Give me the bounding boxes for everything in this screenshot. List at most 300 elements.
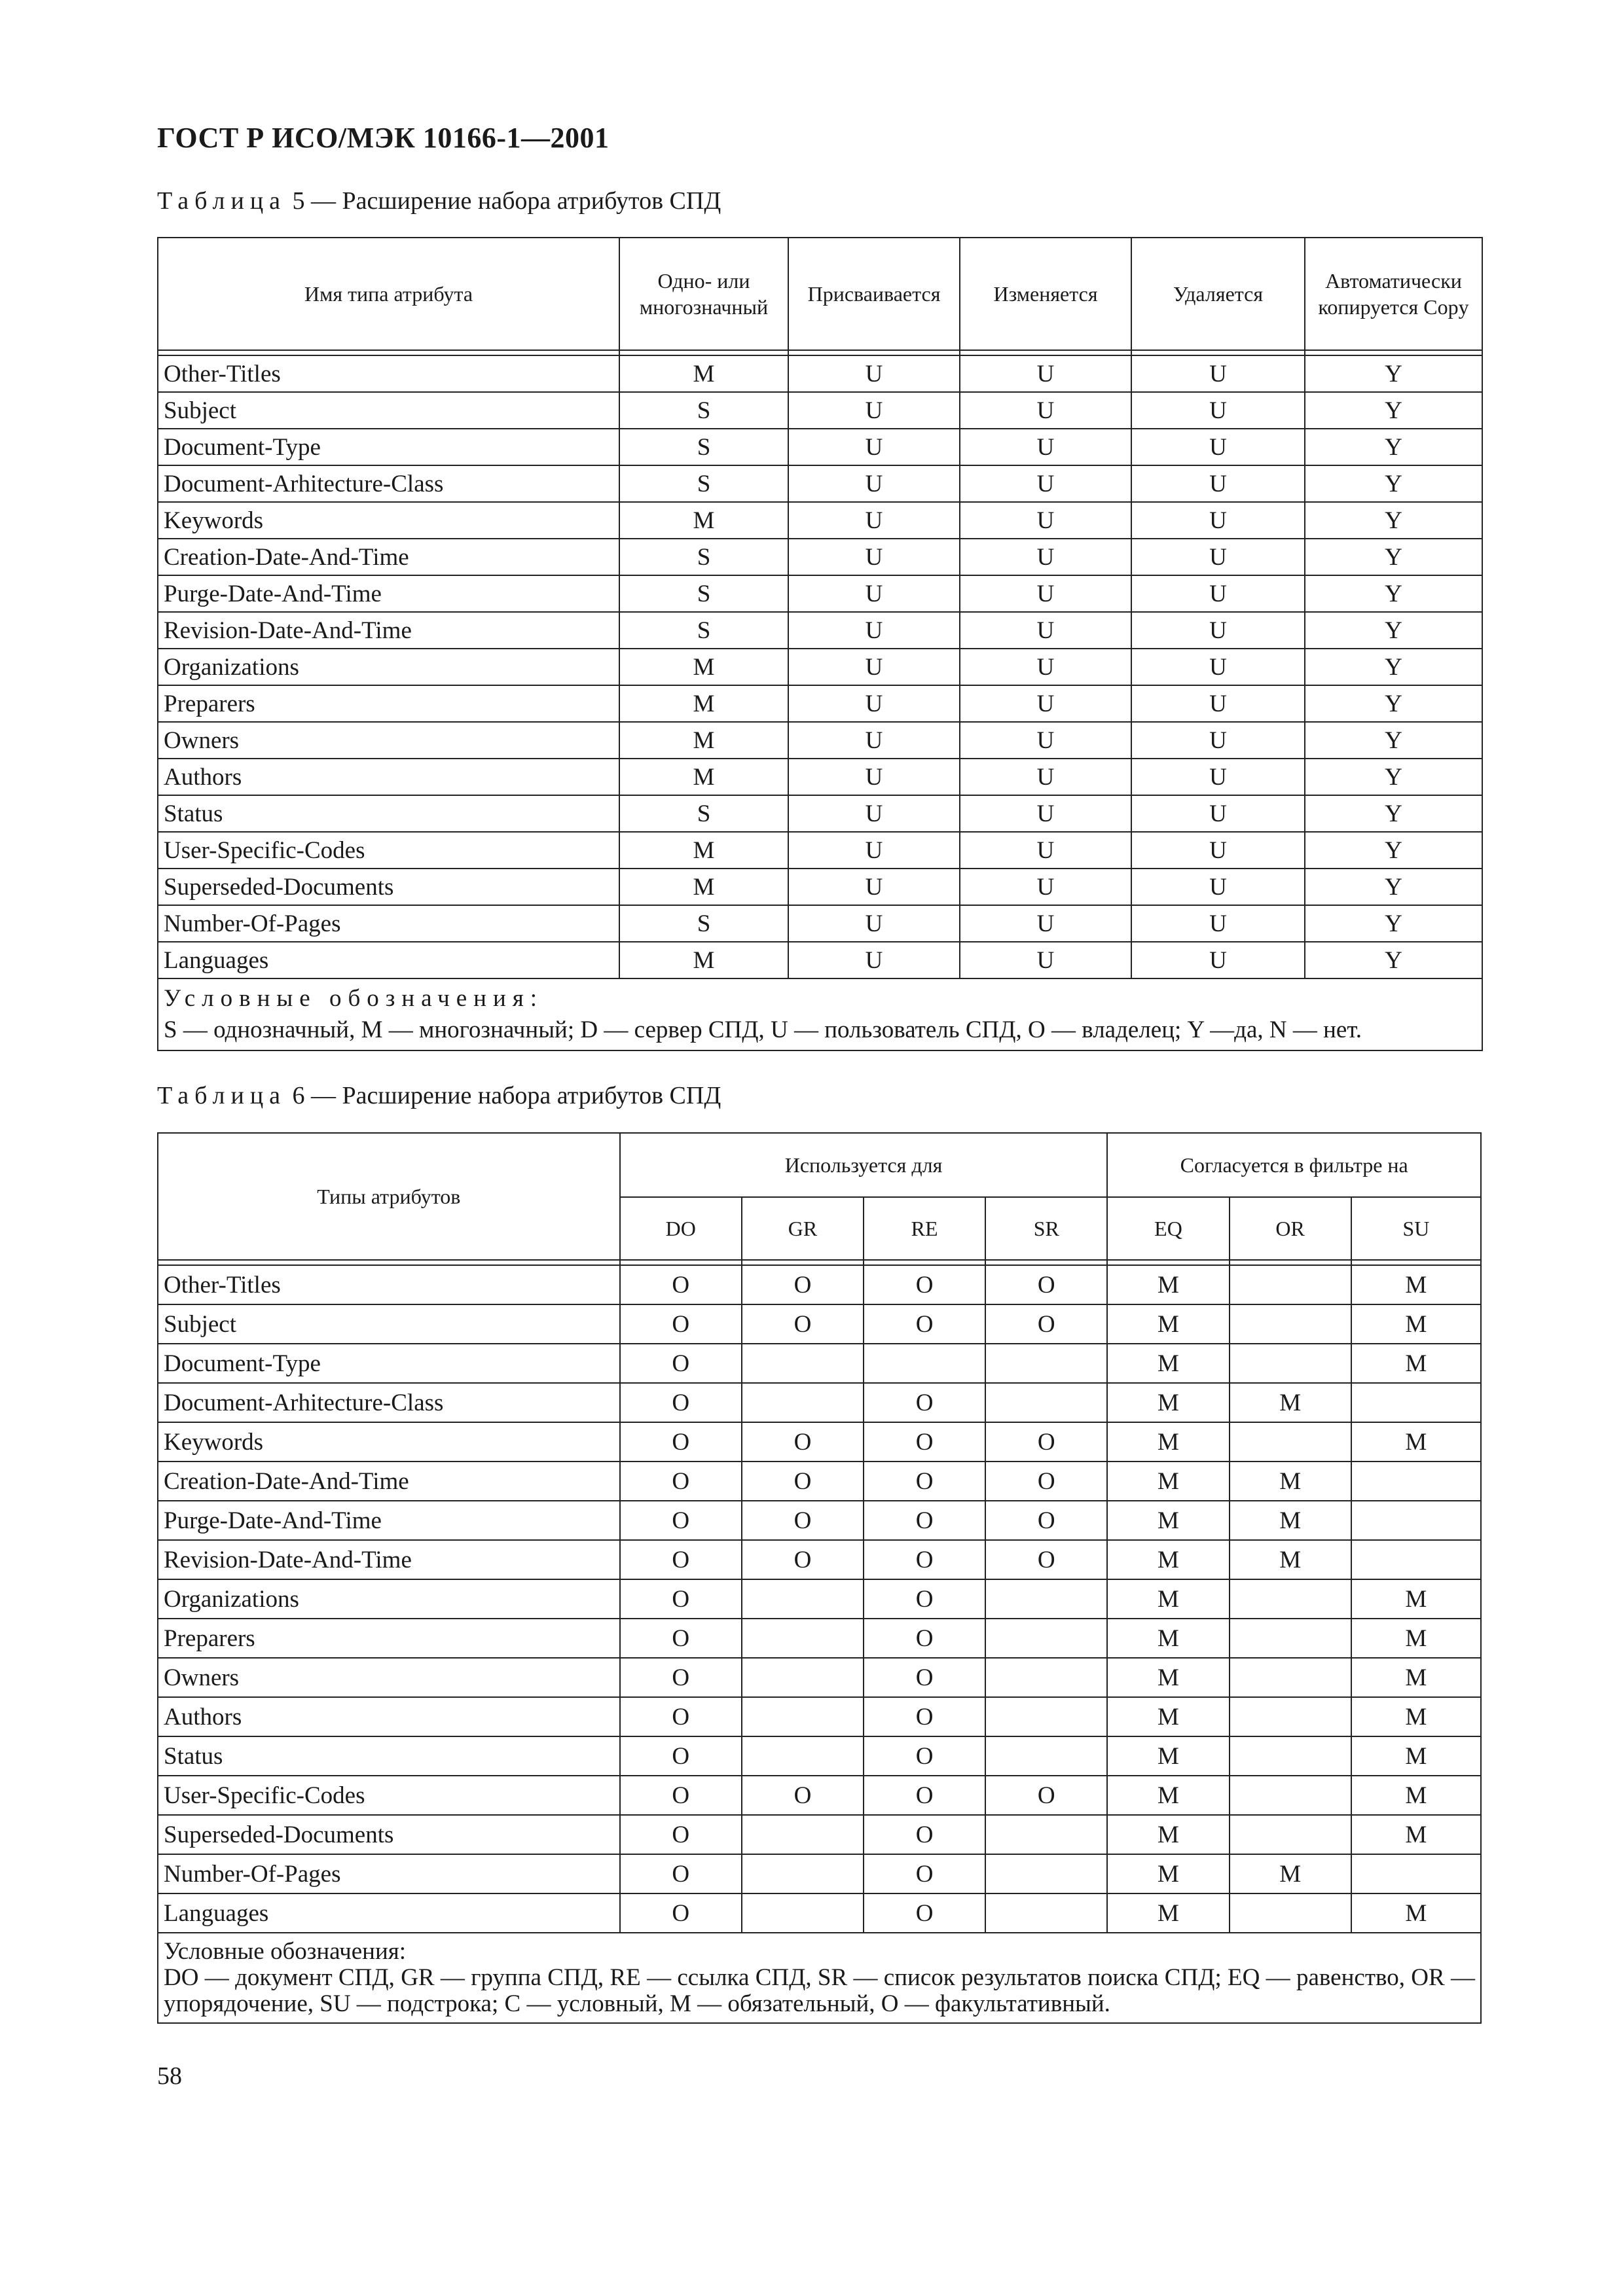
value-cell: U: [1131, 465, 1305, 502]
value-cell: O: [742, 1462, 864, 1501]
attribute-name-cell: Number-Of-Pages: [158, 1854, 620, 1893]
table-row: [158, 905, 1482, 942]
value-cell: U: [1131, 759, 1305, 795]
value-cell: O: [620, 1501, 742, 1540]
value-cell: S: [619, 575, 788, 612]
value-cell: Y: [1305, 575, 1482, 612]
value-cell: M: [1351, 1619, 1481, 1658]
value-cell: O: [864, 1265, 985, 1304]
value-cell: [1230, 1736, 1351, 1776]
page-number: 58: [157, 2062, 182, 2090]
table5-legend: [158, 978, 1482, 1050]
value-cell: Y: [1305, 722, 1482, 759]
table-row: [158, 685, 1482, 722]
value-cell: [985, 1344, 1107, 1383]
value-cell: O: [985, 1422, 1107, 1462]
value-cell: O: [985, 1462, 1107, 1501]
value-cell: O: [985, 1304, 1107, 1344]
table-row: [158, 429, 1482, 465]
value-cell: U: [1131, 539, 1305, 575]
value-cell: O: [620, 1893, 742, 1933]
table-row: [158, 649, 1482, 685]
attribute-name-cell: Authors: [158, 1697, 620, 1736]
attribute-name-cell: Owners: [158, 1658, 620, 1697]
value-cell: M: [1107, 1815, 1229, 1854]
value-cell: O: [742, 1540, 864, 1579]
value-cell: U: [788, 355, 960, 392]
attribute-name-cell: Organizations: [158, 1579, 620, 1619]
value-cell: O: [620, 1736, 742, 1776]
value-cell: [985, 1893, 1107, 1933]
value-cell: U: [1131, 795, 1305, 832]
value-cell: O: [620, 1383, 742, 1422]
attribute-name-cell: Keywords: [158, 502, 619, 539]
value-cell: M: [1107, 1540, 1229, 1579]
value-cell: U: [788, 905, 960, 942]
table6-col-types: Типы атрибутов: [158, 1133, 620, 1260]
table5-legend-text: S — однозначный, M — многозначный; D — сервер СПД, U — пользователь СПД, O — владелец; Y —да, N — нет.: [164, 1016, 1362, 1043]
value-cell: M: [1107, 1344, 1229, 1383]
table6-legend-text: DO — документ СПД, GR — группа СПД, RE — ссылка СПД, SR — список результатов поиска СПД; EQ — равенство, OR — упорядочение, SU — подстрока; C — условный, M — обязательный, O — факультативный.: [164, 1964, 1475, 2017]
value-cell: U: [960, 722, 1131, 759]
value-cell: [1230, 1619, 1351, 1658]
value-cell: U: [788, 942, 960, 978]
value-cell: M: [1230, 1540, 1351, 1579]
table-row: [158, 722, 1482, 759]
value-cell: [1351, 1540, 1481, 1579]
value-cell: U: [960, 429, 1131, 465]
value-cell: U: [960, 392, 1131, 429]
value-cell: U: [960, 759, 1131, 795]
value-cell: M: [1351, 1304, 1481, 1344]
table6-legend: [158, 1933, 1481, 2023]
table5-caption-word: Таблица: [157, 187, 287, 215]
value-cell: U: [960, 502, 1131, 539]
value-cell: [1230, 1579, 1351, 1619]
table-row: [158, 759, 1482, 795]
attribute-name-cell: Document-Type: [158, 429, 619, 465]
value-cell: O: [620, 1462, 742, 1501]
table6-caption-word: Таблица: [157, 1082, 287, 1109]
value-cell: [1230, 1815, 1351, 1854]
value-cell: U: [1131, 355, 1305, 392]
value-cell: U: [1131, 429, 1305, 465]
value-cell: Y: [1305, 429, 1482, 465]
value-cell: U: [960, 685, 1131, 722]
value-cell: Y: [1305, 502, 1482, 539]
value-cell: U: [788, 429, 960, 465]
attribute-name-cell: User-Specific-Codes: [158, 832, 619, 869]
value-cell: O: [620, 1854, 742, 1893]
table-row: [158, 832, 1482, 869]
table5-col-header: Имя типа атрибута: [158, 238, 619, 350]
value-cell: O: [864, 1736, 985, 1776]
table-row: [158, 1697, 1481, 1736]
value-cell: O: [985, 1265, 1107, 1304]
attribute-name-cell: Languages: [158, 942, 619, 978]
value-cell: U: [788, 869, 960, 905]
value-cell: U: [788, 502, 960, 539]
table-row: [158, 355, 1482, 392]
value-cell: O: [864, 1304, 985, 1344]
value-cell: O: [620, 1304, 742, 1344]
table-row: [158, 942, 1482, 978]
value-cell: O: [742, 1265, 864, 1304]
value-cell: U: [960, 942, 1131, 978]
attribute-name-cell: Revision-Date-And-Time: [158, 612, 619, 649]
value-cell: U: [788, 795, 960, 832]
attribute-name-cell: User-Specific-Codes: [158, 1776, 620, 1815]
value-cell: M: [1351, 1579, 1481, 1619]
value-cell: U: [960, 465, 1131, 502]
value-cell: [1230, 1344, 1351, 1383]
value-cell: [985, 1658, 1107, 1697]
value-cell: Y: [1305, 392, 1482, 429]
attribute-name-cell: Subject: [158, 392, 619, 429]
value-cell: U: [1131, 722, 1305, 759]
value-cell: [1230, 1776, 1351, 1815]
value-cell: S: [619, 465, 788, 502]
value-cell: O: [620, 1422, 742, 1462]
value-cell: U: [960, 832, 1131, 869]
value-cell: Y: [1305, 869, 1482, 905]
table-row: [158, 869, 1482, 905]
attribute-name-cell: Purge-Date-And-Time: [158, 1501, 620, 1540]
value-cell: M: [1107, 1697, 1229, 1736]
value-cell: O: [742, 1776, 864, 1815]
value-cell: S: [619, 539, 788, 575]
value-cell: [742, 1893, 864, 1933]
value-cell: S: [619, 429, 788, 465]
value-cell: O: [985, 1501, 1107, 1540]
table5-legend-row: [158, 978, 1482, 1050]
value-cell: Y: [1305, 905, 1482, 942]
value-cell: U: [1131, 649, 1305, 685]
value-cell: [1230, 1265, 1351, 1304]
value-cell: M: [1107, 1501, 1229, 1540]
value-cell: [1351, 1501, 1481, 1540]
value-cell: U: [960, 539, 1131, 575]
value-cell: Y: [1305, 685, 1482, 722]
attribute-name-cell: Number-Of-Pages: [158, 905, 619, 942]
table-row: [158, 1501, 1481, 1540]
value-cell: M: [1107, 1462, 1229, 1501]
value-cell: O: [864, 1501, 985, 1540]
value-cell: O: [864, 1579, 985, 1619]
table-row: [158, 575, 1482, 612]
attribute-name-cell: Other-Titles: [158, 1265, 620, 1304]
value-cell: O: [620, 1344, 742, 1383]
value-cell: M: [1351, 1815, 1481, 1854]
table5: [157, 237, 1483, 1051]
value-cell: M: [1351, 1736, 1481, 1776]
table5-col-header: Удаляется: [1131, 238, 1305, 350]
value-cell: O: [864, 1893, 985, 1933]
table6-caption: [157, 1081, 721, 1110]
value-cell: O: [864, 1697, 985, 1736]
value-cell: U: [960, 355, 1131, 392]
table6-legend-row: [158, 1933, 1481, 2023]
value-cell: M: [619, 355, 788, 392]
value-cell: U: [788, 539, 960, 575]
value-cell: U: [1131, 392, 1305, 429]
table6-subcol: SR: [985, 1197, 1107, 1260]
value-cell: Y: [1305, 942, 1482, 978]
attribute-name-cell: Preparers: [158, 1619, 620, 1658]
table6-header-divider: [158, 1260, 1481, 1265]
table-row: [158, 1579, 1481, 1619]
value-cell: U: [1131, 575, 1305, 612]
table5-caption-text: 5 — Расширение набора атрибутов СПД: [286, 187, 721, 215]
table-row: [158, 539, 1482, 575]
value-cell: S: [619, 612, 788, 649]
table-row: [158, 1422, 1481, 1462]
value-cell: U: [960, 905, 1131, 942]
value-cell: M: [1351, 1776, 1481, 1815]
table6-group-used: Используется для: [620, 1133, 1108, 1197]
value-cell: M: [1107, 1304, 1229, 1344]
table-row: [158, 1815, 1481, 1854]
value-cell: [742, 1697, 864, 1736]
value-cell: [742, 1619, 864, 1658]
table6-caption-text: 6 — Расширение набора атрибутов СПД: [286, 1082, 721, 1109]
table5-col-header: Автоматически копируется Copy: [1305, 238, 1482, 350]
value-cell: [1230, 1893, 1351, 1933]
value-cell: M: [1351, 1422, 1481, 1462]
value-cell: O: [864, 1854, 985, 1893]
table-row: [158, 1540, 1481, 1579]
value-cell: U: [1131, 905, 1305, 942]
table-row: [158, 1658, 1481, 1697]
value-cell: M: [1351, 1697, 1481, 1736]
value-cell: U: [960, 575, 1131, 612]
value-cell: U: [960, 869, 1131, 905]
value-cell: Y: [1305, 832, 1482, 869]
attribute-name-cell: Status: [158, 795, 619, 832]
value-cell: Y: [1305, 355, 1482, 392]
value-cell: U: [960, 795, 1131, 832]
value-cell: [1351, 1383, 1481, 1422]
value-cell: O: [864, 1383, 985, 1422]
attribute-name-cell: Owners: [158, 722, 619, 759]
value-cell: U: [1131, 832, 1305, 869]
value-cell: O: [620, 1265, 742, 1304]
value-cell: O: [742, 1501, 864, 1540]
value-cell: O: [742, 1422, 864, 1462]
table5-header-divider: [158, 350, 1482, 355]
value-cell: [742, 1658, 864, 1697]
attribute-name-cell: Other-Titles: [158, 355, 619, 392]
value-cell: Y: [1305, 759, 1482, 795]
table5-legend-title: Условные обозначения:: [164, 985, 544, 1012]
attribute-name-cell: Languages: [158, 1893, 620, 1933]
table-row: [158, 1776, 1481, 1815]
value-cell: U: [788, 465, 960, 502]
value-cell: M: [1107, 1776, 1229, 1815]
value-cell: O: [864, 1619, 985, 1658]
value-cell: M: [619, 649, 788, 685]
table6-header-row-1: [158, 1133, 1481, 1197]
attribute-name-cell: Superseded-Documents: [158, 869, 619, 905]
attribute-name-cell: Document-Type: [158, 1344, 620, 1383]
value-cell: U: [788, 392, 960, 429]
attribute-name-cell: Revision-Date-And-Time: [158, 1540, 620, 1579]
value-cell: O: [864, 1658, 985, 1697]
value-cell: [985, 1579, 1107, 1619]
value-cell: [985, 1619, 1107, 1658]
value-cell: M: [1107, 1619, 1229, 1658]
attribute-name-cell: Authors: [158, 759, 619, 795]
value-cell: M: [619, 722, 788, 759]
value-cell: O: [620, 1540, 742, 1579]
attribute-name-cell: Keywords: [158, 1422, 620, 1462]
table6-subcol: RE: [864, 1197, 985, 1260]
value-cell: O: [620, 1658, 742, 1697]
value-cell: M: [619, 685, 788, 722]
value-cell: M: [1351, 1344, 1481, 1383]
value-cell: [742, 1736, 864, 1776]
value-cell: [864, 1344, 985, 1383]
value-cell: O: [620, 1579, 742, 1619]
value-cell: [1230, 1697, 1351, 1736]
value-cell: [985, 1854, 1107, 1893]
table6-subcol: GR: [742, 1197, 864, 1260]
value-cell: U: [788, 685, 960, 722]
table-row: [158, 465, 1482, 502]
value-cell: Y: [1305, 465, 1482, 502]
value-cell: M: [1230, 1383, 1351, 1422]
value-cell: M: [1107, 1658, 1229, 1697]
attribute-name-cell: Subject: [158, 1304, 620, 1344]
table6-body: [158, 1265, 1481, 1933]
table-row: [158, 502, 1482, 539]
value-cell: U: [788, 649, 960, 685]
table-row: [158, 1736, 1481, 1776]
value-cell: Y: [1305, 649, 1482, 685]
table5-col-header: Присваивается: [788, 238, 960, 350]
value-cell: [985, 1697, 1107, 1736]
value-cell: [742, 1579, 864, 1619]
value-cell: U: [788, 759, 960, 795]
value-cell: M: [1107, 1383, 1229, 1422]
table5-col-header: Изменяется: [960, 238, 1131, 350]
table-row: [158, 1893, 1481, 1933]
table-row: [158, 1619, 1481, 1658]
value-cell: U: [960, 649, 1131, 685]
value-cell: M: [619, 869, 788, 905]
table5-caption: [157, 187, 721, 215]
table6-subcol: OR: [1230, 1197, 1351, 1260]
table-row: [158, 1854, 1481, 1893]
value-cell: [1230, 1658, 1351, 1697]
value-cell: [742, 1344, 864, 1383]
value-cell: [742, 1383, 864, 1422]
value-cell: [1351, 1854, 1481, 1893]
value-cell: [985, 1815, 1107, 1854]
value-cell: S: [619, 392, 788, 429]
value-cell: M: [619, 832, 788, 869]
value-cell: O: [985, 1776, 1107, 1815]
value-cell: M: [1351, 1893, 1481, 1933]
value-cell: [985, 1383, 1107, 1422]
attribute-name-cell: Creation-Date-And-Time: [158, 1462, 620, 1501]
document-header: ГОСТ Р ИСО/МЭК 10166-1—2001: [157, 122, 610, 154]
table-row: [158, 1462, 1481, 1501]
attribute-name-cell: Document-Arhitecture-Class: [158, 1383, 620, 1422]
value-cell: M: [1230, 1854, 1351, 1893]
table-row: [158, 1344, 1481, 1383]
value-cell: M: [1107, 1422, 1229, 1462]
attribute-name-cell: Preparers: [158, 685, 619, 722]
value-cell: S: [619, 795, 788, 832]
table5-body: [158, 355, 1482, 978]
value-cell: M: [1351, 1265, 1481, 1304]
value-cell: O: [864, 1815, 985, 1854]
table6-subcol: SU: [1351, 1197, 1481, 1260]
table-row: [158, 1265, 1481, 1304]
table-row: [158, 1383, 1481, 1422]
value-cell: Y: [1305, 795, 1482, 832]
value-cell: U: [1131, 612, 1305, 649]
table6-subcol: DO: [620, 1197, 742, 1260]
attribute-name-cell: Document-Arhitecture-Class: [158, 465, 619, 502]
value-cell: M: [619, 502, 788, 539]
value-cell: O: [864, 1540, 985, 1579]
attribute-name-cell: Organizations: [158, 649, 619, 685]
table-row: [158, 612, 1482, 649]
value-cell: O: [864, 1462, 985, 1501]
value-cell: O: [620, 1815, 742, 1854]
value-cell: M: [1351, 1658, 1481, 1697]
value-cell: M: [619, 759, 788, 795]
value-cell: M: [1230, 1462, 1351, 1501]
value-cell: U: [788, 612, 960, 649]
value-cell: [1351, 1462, 1481, 1501]
value-cell: [1230, 1422, 1351, 1462]
value-cell: O: [742, 1304, 864, 1344]
value-cell: U: [788, 722, 960, 759]
value-cell: O: [864, 1776, 985, 1815]
value-cell: U: [788, 575, 960, 612]
value-cell: [742, 1815, 864, 1854]
table5-header-row: [158, 238, 1482, 350]
value-cell: U: [788, 832, 960, 869]
value-cell: M: [1107, 1736, 1229, 1776]
table6: [157, 1132, 1482, 2024]
value-cell: U: [960, 612, 1131, 649]
value-cell: O: [864, 1422, 985, 1462]
attribute-name-cell: Purge-Date-And-Time: [158, 575, 619, 612]
table5-col-header: Одно- или многозначный: [619, 238, 788, 350]
value-cell: M: [1107, 1579, 1229, 1619]
attribute-name-cell: Creation-Date-And-Time: [158, 539, 619, 575]
table-row: [158, 1304, 1481, 1344]
value-cell: Y: [1305, 539, 1482, 575]
table6-legend-title: Условные обозначения:: [164, 1938, 407, 1965]
value-cell: M: [1107, 1265, 1229, 1304]
table6-group-filter: Согласуется в фильтре на: [1107, 1133, 1481, 1197]
table-row: [158, 795, 1482, 832]
value-cell: M: [1107, 1893, 1229, 1933]
value-cell: U: [1131, 502, 1305, 539]
value-cell: O: [620, 1619, 742, 1658]
value-cell: O: [620, 1776, 742, 1815]
value-cell: [1230, 1304, 1351, 1344]
value-cell: O: [620, 1697, 742, 1736]
table6-subcol: EQ: [1107, 1197, 1229, 1260]
value-cell: [985, 1736, 1107, 1776]
value-cell: Y: [1305, 612, 1482, 649]
